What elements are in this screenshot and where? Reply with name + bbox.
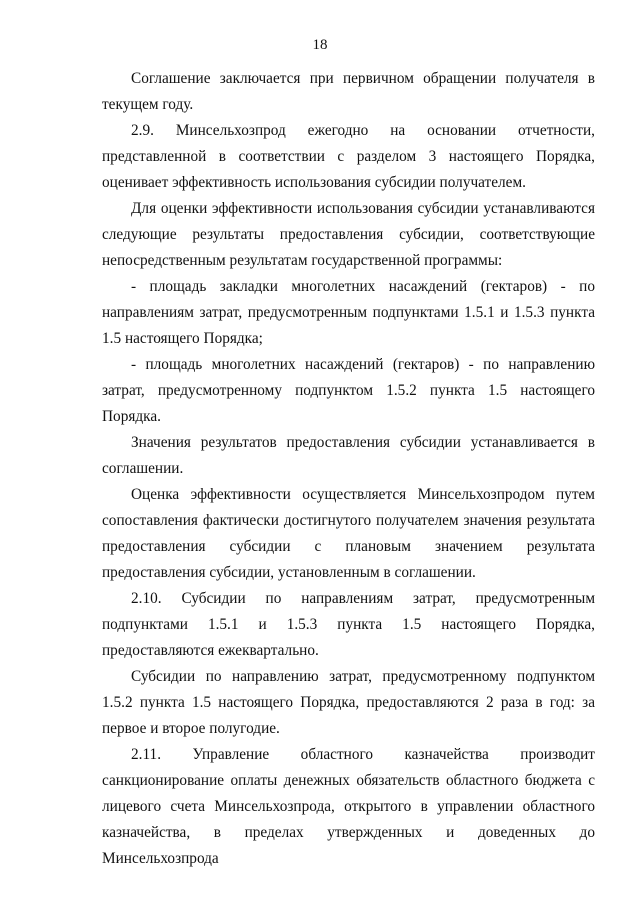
- list-item-planting-area: - площадь закладки многолетних насаждений (гектаров) - по направлениям затрат, предусмотренным подпунктами 1.5.1 и 1.5.3 пункта 1.5 настоящего Порядка;: [102, 278, 595, 347]
- paragraph-2-9-efficiency-assessment: 2.9. Минсельхозпрод ежегодно на основании отчетности, представленной в соответствии с разделом 3 настоящего Порядка, оценивает эффективность использования субсидии получателем.: [102, 122, 595, 191]
- paragraph-efficiency-method: Оценка эффективности осуществляется Минсельхозпродом путем сопоставления фактически достигнутого получателем значения результата предоставления субсидии с плановым значением результата предоставления субсидии, установленным в соглашении.: [102, 486, 595, 581]
- paragraph-half-yearly: Субсидии по направлению затрат, предусмотренному подпунктом 1.5.2 пункта 1.5 настоящего Порядка, предоставляются 2 раза в год: за первое и второе полугодие.: [102, 668, 595, 737]
- document-body: [102, 66, 595, 872]
- paragraph-results-values: Значения результатов предоставления субсидии устанавливается в соглашении.: [102, 434, 595, 477]
- page-number: 18: [312, 37, 328, 53]
- paragraph-2-11-treasury: 2.11. Управление областного казначейства производит санкционирование оплаты денежных обязательств областного бюджета с лицевого счета Минсельхозпрода, открытого в управлении областного казначейства, в пределах утвержденных и доведенных до Минсельхозпрода: [102, 746, 595, 867]
- paragraph-2-10-quarterly: 2.10. Субсидии по направлениям затрат, предусмотренным подпунктами 1.5.1 и 1.5.3 пункта 1.5 настоящего Порядка, предоставляются ежеквартально.: [102, 590, 595, 659]
- list-item-perennial-area: - площадь многолетних насаждений (гектаров) - по направлению затрат, предусмотренному подпунктом 1.5.2 пункта 1.5 настоящего Порядка.: [102, 356, 595, 425]
- paragraph-agreement-timing: Соглашение заключается при первичном обращении получателя в текущем году.: [102, 70, 595, 113]
- paragraph-results-definition: Для оценки эффективности использования субсидии устанавливаются следующие результаты предоставления субсидии, соответствующие непосредственным результатам государственной программы:: [102, 200, 595, 269]
